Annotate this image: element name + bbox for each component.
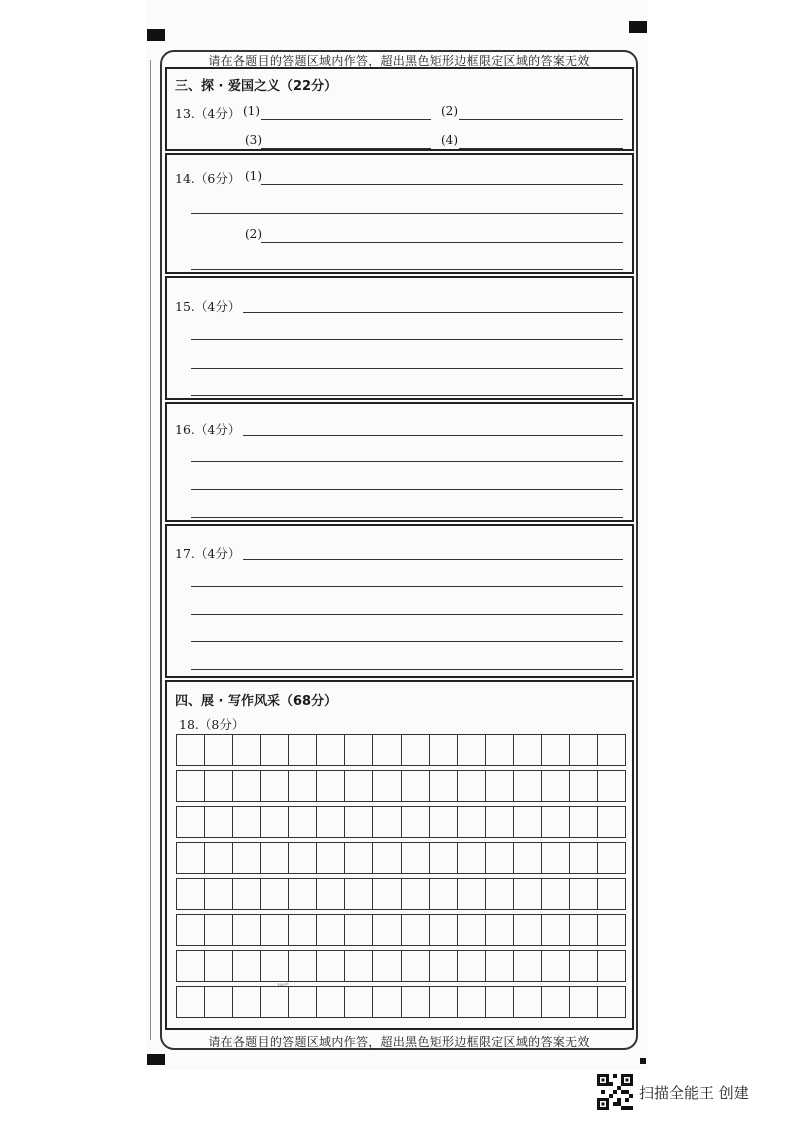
- grid-cell[interactable]: [514, 843, 542, 873]
- grid-cell[interactable]: [345, 735, 373, 765]
- grid-cell[interactable]: [345, 843, 373, 873]
- grid-cell[interactable]: [261, 951, 289, 981]
- grid-cell[interactable]: [514, 807, 542, 837]
- grid-cell[interactable]: [402, 771, 430, 801]
- grid-cell[interactable]: [542, 951, 570, 981]
- grid-cell[interactable]: [486, 843, 514, 873]
- grid-cell[interactable]: [570, 735, 598, 765]
- grid-cell[interactable]: [345, 915, 373, 945]
- grid-cell[interactable]: [317, 879, 345, 909]
- grid-cell[interactable]: [486, 771, 514, 801]
- grid-cell[interactable]: [570, 771, 598, 801]
- grid-cell[interactable]: [205, 735, 233, 765]
- grid-row: [176, 950, 626, 982]
- q14-sub-2: (2): [245, 227, 262, 241]
- grid-cell[interactable]: [514, 771, 542, 801]
- grid-cell[interactable]: [598, 735, 625, 765]
- grid-cell[interactable]: [542, 843, 570, 873]
- grid-cell[interactable]: [402, 879, 430, 909]
- grid-row: [176, 770, 626, 802]
- grid-cell[interactable]: [570, 879, 598, 909]
- grid-cell[interactable]: [205, 807, 233, 837]
- grid-cell[interactable]: [373, 771, 401, 801]
- grid-cell[interactable]: [345, 807, 373, 837]
- grid-cell[interactable]: [458, 735, 486, 765]
- grid-row: [176, 878, 626, 910]
- grid-cell[interactable]: [598, 879, 625, 909]
- grid-cell[interactable]: [289, 879, 317, 909]
- q13-sub-1: (1): [243, 104, 260, 118]
- grid-cell[interactable]: [317, 771, 345, 801]
- grid-cell[interactable]: [233, 843, 261, 873]
- grid-row: [176, 986, 626, 1018]
- q17-answer-line-2[interactable]: [191, 586, 623, 587]
- grid-cell[interactable]: [542, 771, 570, 801]
- grid-cell[interactable]: [261, 843, 289, 873]
- grid-cell[interactable]: [317, 951, 345, 981]
- grid-cell[interactable]: [570, 807, 598, 837]
- q14-sub-1: (1): [245, 169, 262, 183]
- q15-answer-line-1[interactable]: [243, 312, 623, 313]
- q16-box: [165, 402, 634, 522]
- grid-cell[interactable]: [233, 735, 261, 765]
- grid-cell[interactable]: [570, 915, 598, 945]
- grid-cell[interactable]: [345, 771, 373, 801]
- grid-cell[interactable]: [430, 915, 458, 945]
- grid-cell[interactable]: [177, 735, 205, 765]
- grid-cell[interactable]: [373, 843, 401, 873]
- grid-cell[interactable]: [205, 843, 233, 873]
- grid-cell[interactable]: [486, 807, 514, 837]
- q16-answer-line-2[interactable]: [191, 461, 623, 462]
- grid-cell[interactable]: [402, 807, 430, 837]
- grid-cell[interactable]: [289, 843, 317, 873]
- q17-answer-line-5[interactable]: [191, 669, 623, 670]
- q13-answer-line-3[interactable]: [261, 148, 431, 149]
- grid-cell[interactable]: [402, 735, 430, 765]
- grid-cell[interactable]: [542, 987, 570, 1017]
- q18-label: 18.（8分）: [179, 717, 245, 732]
- q15-box: [165, 276, 634, 400]
- grid-cell[interactable]: [430, 951, 458, 981]
- grid-cell[interactable]: [233, 987, 261, 1017]
- grid-cell[interactable]: [233, 807, 261, 837]
- grid-cell[interactable]: [514, 879, 542, 909]
- grid-cell[interactable]: [598, 843, 625, 873]
- grid-cell[interactable]: [430, 879, 458, 909]
- q16-answer-line-3[interactable]: [191, 489, 623, 490]
- grid-cell[interactable]: [373, 879, 401, 909]
- grid-cell[interactable]: [402, 951, 430, 981]
- q15-answer-line-2[interactable]: [191, 339, 623, 340]
- grid-cell[interactable]: [177, 771, 205, 801]
- grid-cell[interactable]: [570, 951, 598, 981]
- grid-word-count-mark: 100字: [277, 982, 289, 987]
- scanner-watermark: [597, 1074, 749, 1110]
- grid-cell[interactable]: [486, 915, 514, 945]
- grid-cell[interactable]: [177, 879, 205, 909]
- grid-row: [176, 734, 626, 766]
- grid-cell[interactable]: [261, 735, 289, 765]
- grid-cell[interactable]: [261, 807, 289, 837]
- grid-cell[interactable]: [289, 735, 317, 765]
- grid-cell[interactable]: [430, 807, 458, 837]
- grid-cell[interactable]: [177, 987, 205, 1017]
- q13-sub-2: (2): [441, 104, 458, 118]
- grid-cell[interactable]: [177, 915, 205, 945]
- qr-code-icon: [597, 1074, 633, 1110]
- grid-cell[interactable]: [205, 771, 233, 801]
- q17-label: 17.（4分）: [175, 546, 241, 561]
- grid-cell[interactable]: [345, 879, 373, 909]
- registration-mark-bottom-left: [147, 1054, 165, 1065]
- grid-cell[interactable]: [373, 951, 401, 981]
- notice-top: 请在各题目的答题区域内作答，超出黑色矩形边框限定区域的答案无效: [208, 54, 590, 68]
- grid-cell[interactable]: [205, 915, 233, 945]
- grid-cell[interactable]: [233, 879, 261, 909]
- grid-cell[interactable]: [261, 771, 289, 801]
- grid-cell[interactable]: [458, 807, 486, 837]
- q15-answer-line-4[interactable]: [191, 395, 623, 396]
- q14-box: [165, 153, 634, 274]
- grid-cell[interactable]: [205, 879, 233, 909]
- binding-line: [150, 60, 151, 1040]
- grid-cell[interactable]: [598, 771, 625, 801]
- grid-cell[interactable]: [458, 843, 486, 873]
- q14-label: 14.（6分）: [175, 171, 241, 186]
- grid-cell[interactable]: [458, 987, 486, 1017]
- grid-cell[interactable]: [317, 843, 345, 873]
- grid-cell[interactable]: [233, 951, 261, 981]
- grid-cell[interactable]: [317, 807, 345, 837]
- grid-cell[interactable]: [430, 771, 458, 801]
- grid-cell[interactable]: [289, 987, 317, 1017]
- grid-cell[interactable]: [373, 735, 401, 765]
- q13-answer-line-1[interactable]: [261, 119, 431, 120]
- q17-answer-line-1[interactable]: [243, 559, 623, 560]
- section3-heading: 三、探 · 爱国之义（22分）: [175, 79, 338, 94]
- grid-cell[interactable]: [458, 879, 486, 909]
- q18-box: [165, 680, 634, 1030]
- q14-answer-line-4[interactable]: [191, 269, 623, 270]
- grid-row: [176, 914, 626, 946]
- q14-answer-line-3[interactable]: [261, 242, 623, 243]
- q14-answer-line-2[interactable]: [191, 213, 623, 214]
- grid-cell[interactable]: [514, 951, 542, 981]
- registration-mark-top-left: [147, 29, 165, 41]
- q13-sub-3: (3): [245, 133, 262, 147]
- grid-cell[interactable]: [261, 915, 289, 945]
- grid-cell[interactable]: [345, 987, 373, 1017]
- grid-cell[interactable]: [402, 987, 430, 1017]
- grid-cell[interactable]: [486, 987, 514, 1017]
- section4-heading: 四、展 · 写作风采（68分）: [175, 694, 338, 709]
- grid-cell[interactable]: [486, 879, 514, 909]
- q15-answer-line-3[interactable]: [191, 368, 623, 369]
- grid-cell[interactable]: [458, 915, 486, 945]
- grid-cell[interactable]: [458, 771, 486, 801]
- grid-cell[interactable]: [514, 987, 542, 1017]
- q16-answer-line-4[interactable]: [191, 517, 623, 518]
- grid-cell[interactable]: [570, 987, 598, 1017]
- q17-answer-line-3[interactable]: [191, 614, 623, 615]
- grid-cell[interactable]: [458, 951, 486, 981]
- grid-cell[interactable]: [261, 987, 289, 1017]
- q14-answer-line-1[interactable]: [261, 184, 623, 185]
- q13-answer-line-2[interactable]: [459, 119, 623, 120]
- grid-row: [176, 806, 626, 838]
- grid-cell[interactable]: [430, 987, 458, 1017]
- q17-box: [165, 524, 634, 678]
- q13-box: [165, 67, 634, 151]
- q13-sub-4: (4): [441, 133, 458, 147]
- grid-cell[interactable]: [570, 843, 598, 873]
- grid-cell[interactable]: [430, 735, 458, 765]
- notice-bottom: 请在各题目的答题区域内作答，超出黑色矩形边框限定区域的答案无效: [208, 1035, 590, 1049]
- grid-cell[interactable]: [205, 987, 233, 1017]
- grid-cell[interactable]: [317, 987, 345, 1017]
- grid-cell[interactable]: [402, 843, 430, 873]
- grid-cell[interactable]: [598, 915, 625, 945]
- grid-cell[interactable]: [542, 807, 570, 837]
- grid-cell[interactable]: [430, 843, 458, 873]
- grid-cell[interactable]: [205, 951, 233, 981]
- q13-answer-line-4[interactable]: [459, 148, 623, 149]
- registration-mark-bottom-right: [640, 1058, 646, 1064]
- grid-cell[interactable]: [402, 915, 430, 945]
- registration-mark-top-right: [629, 21, 647, 33]
- grid-cell[interactable]: [261, 879, 289, 909]
- grid-cell[interactable]: [317, 915, 345, 945]
- grid-cell[interactable]: [289, 807, 317, 837]
- grid-cell[interactable]: [317, 735, 345, 765]
- q16-answer-line-1[interactable]: [243, 435, 623, 436]
- grid-cell[interactable]: [598, 807, 625, 837]
- q15-label: 15.（4分）: [175, 299, 241, 314]
- grid-cell[interactable]: [486, 951, 514, 981]
- grid-cell[interactable]: [177, 843, 205, 873]
- grid-cell[interactable]: [373, 987, 401, 1017]
- q17-answer-line-4[interactable]: [191, 641, 623, 642]
- grid-cell[interactable]: [177, 807, 205, 837]
- grid-cell[interactable]: [289, 915, 317, 945]
- watermark-text: 扫描全能王 创建: [639, 1083, 749, 1102]
- grid-cell[interactable]: [373, 807, 401, 837]
- grid-cell[interactable]: [514, 915, 542, 945]
- grid-cell[interactable]: [486, 735, 514, 765]
- q13-label: 13.（4分）: [175, 106, 241, 121]
- grid-cell[interactable]: [542, 735, 570, 765]
- grid-cell[interactable]: [233, 915, 261, 945]
- grid-cell[interactable]: [289, 951, 317, 981]
- grid-cell[interactable]: [345, 951, 373, 981]
- grid-cell[interactable]: [598, 987, 625, 1017]
- grid-cell[interactable]: [373, 915, 401, 945]
- grid-cell[interactable]: [598, 951, 625, 981]
- grid-cell[interactable]: [289, 771, 317, 801]
- grid-cell[interactable]: [177, 951, 205, 981]
- grid-row: [176, 842, 626, 874]
- grid-cell[interactable]: [233, 771, 261, 801]
- grid-cell[interactable]: [542, 879, 570, 909]
- grid-cell[interactable]: [514, 735, 542, 765]
- q16-label: 16.（4分）: [175, 422, 241, 437]
- grid-cell[interactable]: [542, 915, 570, 945]
